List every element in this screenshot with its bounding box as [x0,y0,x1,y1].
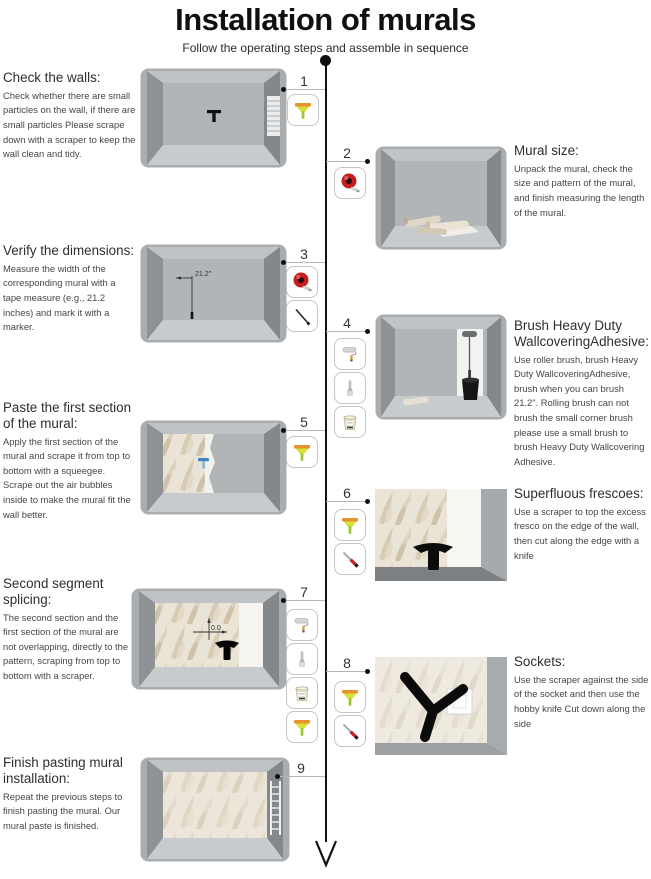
connector-dot [281,87,286,92]
step-2-connector [326,145,368,162]
finished-mural [163,772,267,838]
room-illustration-7 [131,588,287,690]
step-1-connector [283,73,325,90]
room-illustration-1 [140,68,287,168]
step-body: Use a scraper to top the excess fresco on the edge of the wall, then cut along the edge with a knife [514,505,646,561]
step-number: 3 [300,246,308,262]
step-body: Apply the first section of the mural and scrape it from top to bottom with a squeegee. Scrape out the air bubbles inside to make the mural fit the wall better. [3,435,131,520]
squeegee-icon [334,509,366,541]
step-8-text [514,654,649,731]
step-number: 9 [297,760,305,776]
page-title: Installation of murals [175,2,476,37]
step-heading: Paste the first section of the mural: [3,400,132,431]
room-illustration-9 [140,757,290,862]
first-mural-section [163,434,215,493]
step-body: Repeat the previous steps to finish pasting the mural. Our mural paste is finished. [3,790,123,831]
step-4-text [514,318,650,469]
step-number: 6 [343,485,351,501]
step-5-text [3,400,136,522]
step-body: Use roller brush, brush Heavy Duty WallcoveringAdhesive, brush when you can brush 21.2". Rolling brush can not brush the small corner brush please use a small brush to brush Heavy Duty Wallcovering Adhesive. [514,353,645,467]
tape-measure-icon [334,167,366,199]
step-8-connector [326,655,368,672]
room-illustration-8 [375,657,507,755]
knife-icon [334,543,366,575]
step-body: Unpack the mural, check the size and pattern of the mural, and finish measuring the length of the mural. [514,162,645,218]
step-heading: Superfluous frescoes: [514,486,644,501]
step-body: Use the scraper against the side of the socket and then use the hobby knife Cut down along the side [514,673,649,729]
step-9-text [3,755,136,833]
connector-dot [281,428,286,433]
step-heading: Finish pasting mural installation: [3,755,123,786]
room-illustration-3 [140,244,287,343]
brush-icon [286,643,318,675]
connector-dot [365,329,370,334]
timeline-end-arrow-icon [313,838,339,868]
step-heading: Brush Heavy Duty WallcoveringAdhesive: [514,318,649,349]
step-6-connector [326,485,368,502]
step-5-connector [283,414,325,431]
step-number: 5 [300,414,308,430]
connector-dot [365,499,370,504]
step-heading: Verify the dimensions: [3,243,134,258]
step-7-connector [283,584,325,601]
paste-bucket-icon [334,406,366,438]
step-heading: Mural size: [514,143,579,158]
black-bucket [462,378,479,400]
paint-roller-icon [286,609,318,641]
brush-icon [334,372,366,404]
tape-measure-icon [286,266,318,298]
step-body: The second section and the first section of the mural are not overlapping, directly to the pattern, scraping from top to bottom with a scraper. [3,611,129,681]
connector-dot [281,598,286,603]
step-7-text [3,576,133,684]
connector-dot [275,774,280,779]
step-number: 8 [343,655,351,671]
step-number: 2 [343,145,351,161]
step-4-connector [326,315,368,332]
step-6-text [514,486,649,563]
step-heading: Sockets: [514,654,566,669]
marker-icon [286,300,318,332]
connector-dot [365,669,370,674]
room-illustration-2 [375,146,507,250]
step-2-text [514,143,649,220]
step-heading: Second segment splicing: [3,576,104,607]
radiator-rack [267,96,280,136]
dimension-label: 21.2" [195,271,212,278]
step-number: 4 [343,315,351,331]
squeegee-icon [334,681,366,713]
step-9-connector [277,760,325,777]
squeegee-icon [286,711,318,743]
step-3-connector [283,246,325,263]
squeegee-icon [286,436,318,468]
step-body: Check whether there are small particles on the wall, if there are small particles Please scrape down with a scraper to keep the wall clean and tidy. [3,89,136,160]
step-3-text [3,243,136,335]
step-number: 1 [300,73,308,89]
step-1-text [3,70,136,162]
connector-dot [365,159,370,164]
room-illustration-5 [140,420,287,515]
paint-roller-icon [334,338,366,370]
page-subtitle: Follow the operating steps and assemble in sequence [182,41,469,55]
alignment-label: 0.0 [211,625,221,632]
step-body: Measure the width of the corresponding mural with a tape measure (e.g., 21.2 inches) and mark it with a marker. [3,262,116,333]
room-illustration-6 [375,489,507,581]
knife-icon [334,715,366,747]
room-illustration-4 [375,314,507,420]
paste-bucket-icon [286,677,318,709]
step-heading: Check the walls: [3,70,101,85]
squeegee-icon [287,94,319,126]
connector-dot [281,260,286,265]
step-number: 7 [300,584,308,600]
timeline-line [325,61,327,842]
